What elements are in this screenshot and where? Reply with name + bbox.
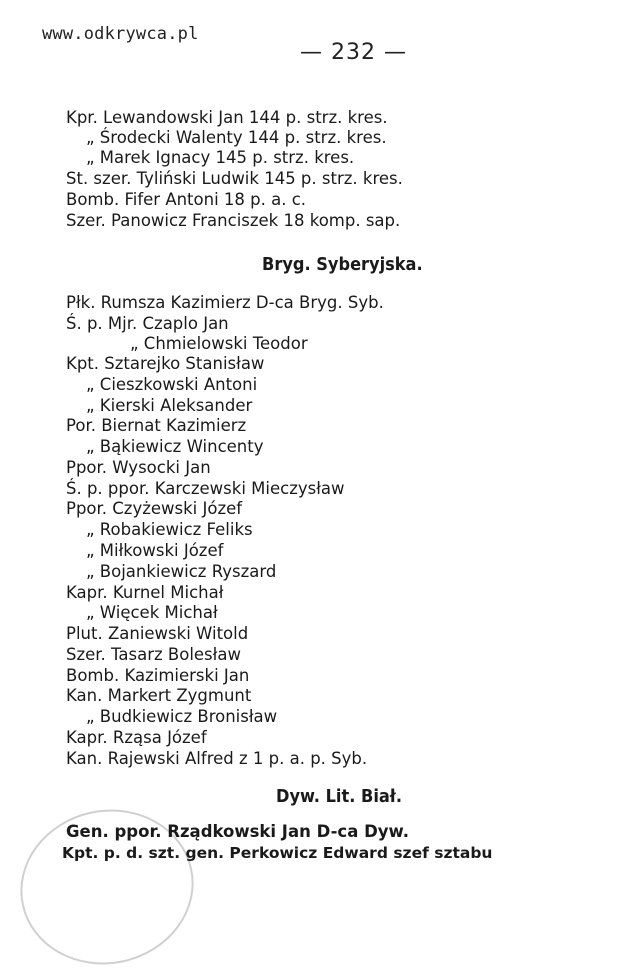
list-item: Por. Biernat Kazimierz xyxy=(66,416,247,435)
list-item: Kapr. Kurnel Michał xyxy=(66,583,224,602)
list-item: Szer. Tasarz Bolesław xyxy=(66,645,241,664)
section-heading: Dyw. Lit. Biał. xyxy=(276,786,402,807)
list-item: Ppor. Wysocki Jan xyxy=(66,458,211,477)
list-item: „ Więcek Michał xyxy=(86,603,218,622)
list-item: „ Cieszkowski Antoni xyxy=(86,375,258,394)
list-item: Płk. Rumsza Kazimierz D-ca Bryg. Syb. xyxy=(66,293,384,312)
list-item: Bomb. Kazimierski Jan xyxy=(66,666,250,685)
list-item: Ś. p. Mjr. Czaplo Jan xyxy=(66,314,229,333)
list-item: „ Bąkiewicz Wincenty xyxy=(86,437,264,456)
list-item: „ Marek Ignacy 145 p. strz. kres. xyxy=(86,148,355,167)
list-item: Szer. Panowicz Franciszek 18 komp. sap. xyxy=(66,211,401,230)
page-number: — 232 — xyxy=(300,40,407,65)
list-item: Bomb. Fifer Antoni 18 p. a. c. xyxy=(66,190,307,209)
list-item: Kapr. Rząsa Józef xyxy=(66,728,207,747)
list-item: Kpt. p. d. szt. gen. Perkowicz Edward szef sztabu xyxy=(62,844,493,862)
list-item: „ Kierski Aleksander xyxy=(86,396,253,415)
list-item: „ Bojankiewicz Ryszard xyxy=(86,562,277,581)
site-watermark: www.odkrywca.pl xyxy=(42,24,199,44)
list-item: Kpt. Sztarejko Stanisław xyxy=(66,354,265,373)
list-item: St. szer. Tyliński Ludwik 145 p. strz. kres. xyxy=(66,169,403,188)
list-item: „ Chmielowski Teodor xyxy=(130,334,308,353)
list-item: Kpr. Lewandowski Jan 144 p. strz. kres. xyxy=(66,108,388,127)
list-item: Plut. Zaniewski Witold xyxy=(66,624,249,643)
list-item: Gen. ppor. Rządkowski Jan D-ca Dyw. xyxy=(66,822,409,841)
list-item: Ś. p. ppor. Karczewski Mieczysław xyxy=(66,479,345,498)
list-item: Kan. Rajewski Alfred z 1 p. a. p. Syb. xyxy=(66,749,368,768)
section-heading: Bryg. Syberyjska. xyxy=(262,254,423,275)
list-item: „ Robakiewicz Feliks xyxy=(86,520,253,539)
list-item: „ Środecki Walenty 144 p. strz. kres. xyxy=(86,128,387,147)
list-item: „ Budkiewicz Bronisław xyxy=(86,707,278,726)
list-item: „ Miłkowski Józef xyxy=(86,541,224,560)
list-item: Kan. Markert Zygmunt xyxy=(66,686,252,705)
list-item: Ppor. Czyżewski Józef xyxy=(66,499,243,518)
